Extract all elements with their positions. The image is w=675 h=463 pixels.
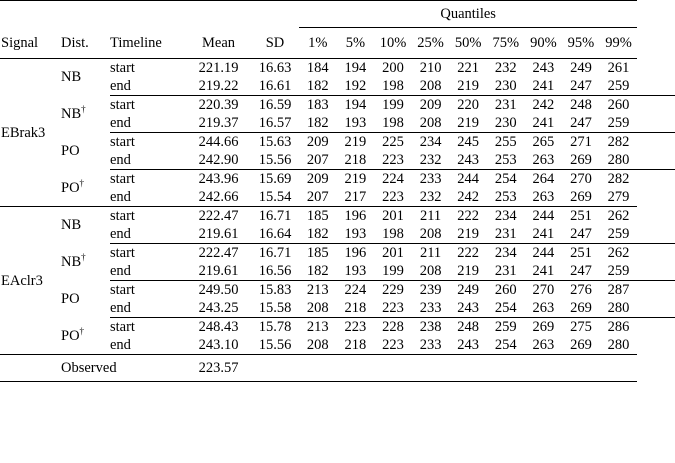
sd-cell: 15.56 <box>258 152 292 168</box>
quantile-cell: 279 <box>607 189 630 205</box>
mean-cell: 248.43 <box>198 319 239 335</box>
dist-name: NB <box>61 106 82 123</box>
quantile-cell: 207 <box>306 152 329 168</box>
timeline-cell: start <box>110 60 135 76</box>
quantile-cell: 261 <box>607 60 630 76</box>
quantile-cell: 255 <box>494 134 517 150</box>
quantile-cell: 208 <box>419 78 442 94</box>
mean-cell: 243.96 <box>198 171 239 187</box>
timeline-cell: end <box>110 337 131 353</box>
dist-name: PO <box>61 143 80 160</box>
quantile-cell: 245 <box>457 134 480 150</box>
quantile-cell: 219 <box>457 263 480 279</box>
quantile-cell: 211 <box>419 245 442 261</box>
quantile-cell: 259 <box>607 263 630 279</box>
quantile-cell: 269 <box>570 300 592 316</box>
sd-cell: 15.58 <box>258 300 292 316</box>
quantiles-header: Quantiles <box>299 1 637 28</box>
quantile-cell: 232 <box>494 60 517 76</box>
quantile-cell: 262 <box>607 208 630 224</box>
quantile-cell: 244 <box>532 208 555 224</box>
dist-name: PO <box>61 291 80 308</box>
quantile-cell: 185 <box>306 245 329 261</box>
quantile-cell: 209 <box>306 171 329 187</box>
quantile-cell: 262 <box>607 245 630 261</box>
quantile-cell: 251 <box>570 208 592 224</box>
observed-row <box>0 355 675 382</box>
quantile-cell: 193 <box>344 115 367 131</box>
dagger-mark: † <box>81 252 86 263</box>
dagger-mark: † <box>81 104 86 115</box>
quantile-cell: 286 <box>607 319 630 335</box>
timeline-cell: end <box>110 152 131 168</box>
quantile-cell: 263 <box>532 337 555 353</box>
mean-cell: 221.19 <box>198 60 239 76</box>
quantile-cell: 247 <box>570 226 592 242</box>
quantile-cell: 287 <box>607 282 630 298</box>
timeline-cell: start <box>110 208 135 224</box>
timeline-cell: end <box>110 226 131 242</box>
quantile-cell: 269 <box>570 152 592 168</box>
quantile-cell: 199 <box>382 97 404 113</box>
quantile-cell: 243 <box>457 152 480 168</box>
quantile-cell: 241 <box>532 263 555 279</box>
sd-cell: 15.78 <box>258 319 292 335</box>
quantile-cell: 223 <box>382 152 404 168</box>
quantile-cell: 253 <box>494 152 517 168</box>
dist-name: PO <box>61 180 80 196</box>
quantile-cell: 264 <box>532 171 555 187</box>
sd-cell: 16.56 <box>258 263 292 279</box>
dist-name: NB <box>61 69 82 86</box>
timeline-cell: start <box>110 245 135 261</box>
quantile-cell: 276 <box>570 282 592 298</box>
quantile-level-header: 10% <box>379 35 407 51</box>
timeline-cell: end <box>110 300 131 316</box>
quantile-cell: 200 <box>382 60 404 76</box>
table-row <box>0 59 675 77</box>
quantile-level-header: 95% <box>567 35 595 51</box>
quantile-cell: 259 <box>607 226 630 242</box>
quantile-cell: 269 <box>532 319 555 335</box>
quantile-level-header: 90% <box>530 35 557 51</box>
quantile-cell: 198 <box>382 78 404 94</box>
quantile-cell: 234 <box>494 208 517 224</box>
table-row <box>0 133 675 151</box>
signal-label: EBrak3 <box>1 124 46 141</box>
quantile-cell: 222 <box>457 208 480 224</box>
sd-cell: 16.64 <box>258 226 292 242</box>
quantile-cell: 182 <box>306 263 329 279</box>
quantile-cell: 213 <box>306 319 329 335</box>
quantile-cell: 218 <box>344 300 367 316</box>
quantile-level-header: 99% <box>605 35 632 51</box>
sd-cell: 15.54 <box>258 189 292 205</box>
quantile-cell: 254 <box>494 300 517 316</box>
quantile-cell: 223 <box>382 300 404 316</box>
quantile-cell: 260 <box>607 97 630 113</box>
quantile-cell: 270 <box>532 282 555 298</box>
quantile-level-header: 5% <box>345 35 366 51</box>
quantile-cell: 253 <box>494 189 517 205</box>
quantile-cell: 223 <box>382 337 404 353</box>
timeline-cell: start <box>110 319 135 335</box>
quantile-cell: 224 <box>382 171 404 187</box>
quantile-cell: 232 <box>419 189 442 205</box>
timeline-cell: end <box>110 263 131 279</box>
sd-cell: 16.59 <box>258 97 292 113</box>
quantile-cell: 271 <box>570 134 592 150</box>
quantile-cell: 238 <box>419 319 442 335</box>
quantile-cell: 185 <box>306 208 329 224</box>
quantile-cell: 270 <box>570 171 592 187</box>
quantile-cell: 263 <box>532 189 555 205</box>
quantile-cell: 182 <box>306 226 329 242</box>
quantile-cell: 254 <box>494 337 517 353</box>
quantile-cell: 219 <box>457 78 480 94</box>
quantile-cell: 208 <box>419 115 442 131</box>
table-row <box>0 170 675 188</box>
dagger-mark: † <box>79 326 85 336</box>
table-row <box>0 96 675 114</box>
sd-cell: 15.83 <box>258 282 292 298</box>
quantile-cell: 247 <box>570 263 592 279</box>
quantile-cell: 269 <box>570 189 592 205</box>
quantile-cell: 231 <box>494 97 517 113</box>
quantile-cell: 241 <box>532 226 555 242</box>
quantile-cell: 243 <box>457 337 480 353</box>
quantile-cell: 263 <box>532 300 555 316</box>
quantile-cell: 249 <box>570 60 592 76</box>
dist-label <box>61 281 110 318</box>
quantile-cell: 218 <box>344 152 367 168</box>
quantile-cell: 280 <box>607 152 630 168</box>
quantile-level-header: 25% <box>417 35 444 51</box>
quantile-cell: 219 <box>457 115 480 131</box>
timeline-cell: start <box>110 171 135 187</box>
sd-cell: 15.56 <box>258 337 292 353</box>
timeline-cell: end <box>110 78 131 94</box>
quantile-cell: 230 <box>494 78 517 94</box>
mean-header: Mean <box>201 34 235 51</box>
quantile-cell: 201 <box>382 245 404 261</box>
quantile-cell: 228 <box>382 319 404 335</box>
quantile-cell: 193 <box>344 263 367 279</box>
quantile-cell: 248 <box>570 97 592 113</box>
quantile-cell: 233 <box>419 300 442 316</box>
dist-label <box>61 207 110 244</box>
mean-cell: 219.61 <box>198 226 239 242</box>
quantile-cell: 239 <box>419 282 442 298</box>
quantile-cell: 231 <box>494 226 517 242</box>
quantile-cell: 260 <box>494 282 517 298</box>
quantile-cell: 233 <box>419 337 442 353</box>
sd-cell: 16.57 <box>258 115 292 131</box>
quantile-cell: 196 <box>344 208 367 224</box>
quantile-cell: 192 <box>344 78 367 94</box>
table-row <box>0 318 675 336</box>
dist-label <box>61 318 110 355</box>
quantile-cell: 251 <box>570 245 592 261</box>
sd-cell: 16.61 <box>258 78 292 94</box>
quantile-level-header: 50% <box>454 35 482 51</box>
quantile-cell: 182 <box>306 115 329 131</box>
quantile-cell: 234 <box>494 245 517 261</box>
quantile-cell: 223 <box>344 319 367 335</box>
quantile-cell: 207 <box>306 189 329 205</box>
timeline-cell: end <box>110 189 131 205</box>
quantile-cell: 248 <box>457 319 480 335</box>
quantile-cell: 230 <box>494 115 517 131</box>
quantile-cell: 199 <box>382 263 404 279</box>
quantile-cell: 231 <box>494 263 517 279</box>
timeline-cell: end <box>110 115 131 131</box>
quantile-cell: 244 <box>457 171 480 187</box>
table-row <box>0 281 675 299</box>
timeline-cell: start <box>110 134 135 150</box>
quantile-cell: 211 <box>419 208 442 224</box>
quantile-cell: 219 <box>457 226 480 242</box>
quantile-cell: 259 <box>494 319 517 335</box>
quantile-cell: 275 <box>570 319 592 335</box>
quantile-cell: 209 <box>306 134 329 150</box>
quantile-cell: 241 <box>532 78 555 94</box>
quantile-cell: 221 <box>457 60 480 76</box>
quantile-cell: 254 <box>494 171 517 187</box>
table-row <box>0 244 675 262</box>
timeline-header: Timeline <box>110 34 162 51</box>
quantile-cell: 182 <box>306 78 329 94</box>
quantile-cell: 269 <box>570 337 592 353</box>
quantile-cell: 219 <box>344 134 367 150</box>
dagger-mark: † <box>79 178 85 188</box>
quantile-cell: 242 <box>532 97 555 113</box>
quantile-cell: 198 <box>382 115 404 131</box>
quantile-cell: 208 <box>306 300 329 316</box>
quantile-cell: 229 <box>382 282 404 298</box>
quantile-cell: 196 <box>344 245 367 261</box>
mean-cell: 243.10 <box>198 337 239 353</box>
quantile-cell: 222 <box>457 245 480 261</box>
sd-cell: 16.71 <box>258 245 292 261</box>
quantile-cell: 249 <box>457 282 480 298</box>
quantile-cell: 259 <box>607 115 630 131</box>
bottom-rule <box>0 382 637 383</box>
mean-cell: 219.61 <box>198 263 239 279</box>
quantile-level-header: 75% <box>492 35 520 51</box>
quantile-cell: 213 <box>306 282 329 298</box>
quantile-cell: 244 <box>532 245 555 261</box>
quantile-cell: 218 <box>344 337 367 353</box>
mean-cell: 242.90 <box>198 152 239 168</box>
dist-label <box>61 170 110 207</box>
mean-cell: 222.47 <box>198 245 239 261</box>
quantile-cell: 259 <box>607 78 630 94</box>
sd-cell: 16.71 <box>258 208 292 224</box>
dist-name: PO <box>61 328 80 344</box>
timeline-cell: start <box>110 282 135 298</box>
sd-cell: 15.69 <box>258 171 292 187</box>
quantile-cell: 201 <box>382 208 404 224</box>
quantile-cell: 282 <box>607 171 630 187</box>
quantile-cell: 225 <box>382 134 404 150</box>
dist-name: NB <box>61 254 82 271</box>
quantile-cell: 242 <box>457 189 480 205</box>
mean-cell: 243.25 <box>198 300 239 316</box>
quantile-cell: 247 <box>570 115 592 131</box>
quantile-cell: 217 <box>344 189 367 205</box>
quantile-cell: 280 <box>607 337 630 353</box>
quantile-cell: 183 <box>306 97 329 113</box>
quantile-cell: 232 <box>419 152 442 168</box>
quantile-cell: 194 <box>344 97 367 113</box>
quantile-cell: 198 <box>382 226 404 242</box>
quantile-cell: 194 <box>344 60 367 76</box>
quantile-cell: 208 <box>306 337 329 353</box>
mean-cell: 249.50 <box>198 282 239 298</box>
timeline-cell: start <box>110 97 135 113</box>
mean-cell: 219.22 <box>198 78 239 94</box>
sd-cell: 15.63 <box>258 134 292 150</box>
signal-header: Signal <box>1 34 39 51</box>
quantile-cell: 208 <box>419 263 442 279</box>
mean-cell: 222.47 <box>198 208 239 224</box>
mean-cell: 244.66 <box>198 134 239 150</box>
quantile-cell: 209 <box>419 97 442 113</box>
quantile-cell: 265 <box>532 134 555 150</box>
quantile-cell: 282 <box>607 134 630 150</box>
quantile-cell: 208 <box>419 226 442 242</box>
quantile-cell: 219 <box>344 171 367 187</box>
quantile-level-header: 1% <box>308 35 328 51</box>
mean-cell: 220.39 <box>198 97 239 113</box>
quantile-cell: 210 <box>419 60 442 76</box>
quantile-cell: 224 <box>344 282 367 298</box>
signal-label: EAclr3 <box>1 272 43 289</box>
quantile-cell: 184 <box>306 60 329 76</box>
quantile-cell: 247 <box>570 78 592 94</box>
dist-label <box>61 96 110 133</box>
quantile-cell: 241 <box>532 115 555 131</box>
quantile-cell: 220 <box>457 97 480 113</box>
dist-header: Dist. <box>61 34 89 51</box>
quantile-cell: 263 <box>532 152 555 168</box>
dist-label <box>61 244 110 281</box>
table-row <box>0 207 675 225</box>
quantile-cell: 233 <box>419 171 442 187</box>
dist-label <box>61 133 110 170</box>
sd-header: SD <box>265 34 285 51</box>
quantile-cell: 193 <box>344 226 367 242</box>
mean-cell: 242.66 <box>198 189 239 205</box>
quantile-cell: 280 <box>607 300 630 316</box>
quantile-cell: 234 <box>419 134 442 150</box>
observed-mean: 223.57 <box>198 360 239 376</box>
mean-cell: 219.37 <box>198 115 239 131</box>
quantile-cell: 243 <box>532 60 555 76</box>
quantile-cell: 223 <box>382 189 404 205</box>
quantile-cell: 243 <box>457 300 480 316</box>
dist-label <box>61 59 110 96</box>
dist-name: NB <box>61 217 82 234</box>
observed-label: Observed <box>61 360 117 376</box>
sd-cell: 16.63 <box>258 60 292 76</box>
